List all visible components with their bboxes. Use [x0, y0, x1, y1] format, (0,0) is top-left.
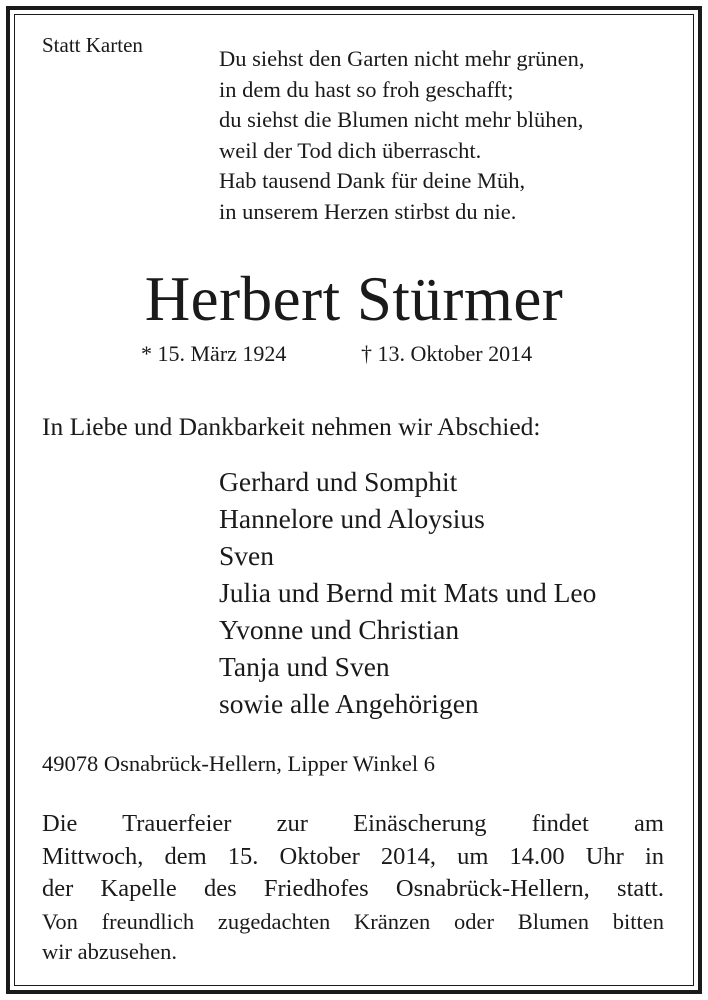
statt-karten-label: Statt Karten	[42, 33, 143, 57]
poem-line: Hab tausend Dank für deine Müh,	[219, 168, 526, 193]
birth-date: * 15. März 1924	[141, 341, 287, 366]
address: 49078 Osnabrück-Hellern, Lipper Winkel 6	[42, 751, 435, 776]
deceased-name: Herbert Stürmer	[144, 264, 564, 334]
mourner-entry: Hannelore und Aloysius	[219, 503, 485, 534]
ceremony-line: Die Trauerfeier zur Einäscherung findet am	[42, 810, 664, 837]
poem-line: in dem du hast so froh geschafft;	[219, 76, 514, 102]
mourner-entry: Yvonne und Christian	[219, 614, 460, 645]
death-date: † 13. Oktober 2014	[361, 341, 533, 366]
farewell-intro: In Liebe und Dankbarkeit nehmen wir Abschied:	[42, 412, 541, 441]
flowers-request	[42, 907, 664, 967]
mourner-entry: Gerhard und Somphit	[219, 466, 458, 497]
ceremony-notice	[42, 808, 664, 906]
poem-line: Du siehst den Garten nicht mehr grünen,	[219, 46, 585, 71]
mourners-list	[219, 463, 596, 722]
request-line: wir abzusehen.	[42, 939, 177, 964]
mourner-entry: Sven	[219, 540, 274, 571]
mourner-entry: sowie alle Angehörigen	[219, 688, 479, 719]
poem-line: du siehst die Blumen nicht mehr blühen,	[219, 107, 584, 132]
mourner-entry: Tanja und Sven	[219, 651, 390, 682]
mourner-entry: Julia und Bernd mit Mats und Leo	[219, 577, 597, 608]
poem-line: in unserem Herzen stirbst du nie.	[219, 198, 517, 224]
ceremony-line: Mittwoch, dem 15. Oktober 2014, um 14.00 Uhr in	[42, 842, 664, 870]
request-line: Von freundlich zugedachten Kränzen oder Blumen bitten	[42, 909, 664, 934]
poem	[219, 44, 585, 227]
poem-line: weil der Tod dich überrascht.	[219, 137, 482, 163]
ceremony-line: der Kapelle des Friedhofes Osnabrück-Hellern, statt.	[42, 875, 664, 902]
